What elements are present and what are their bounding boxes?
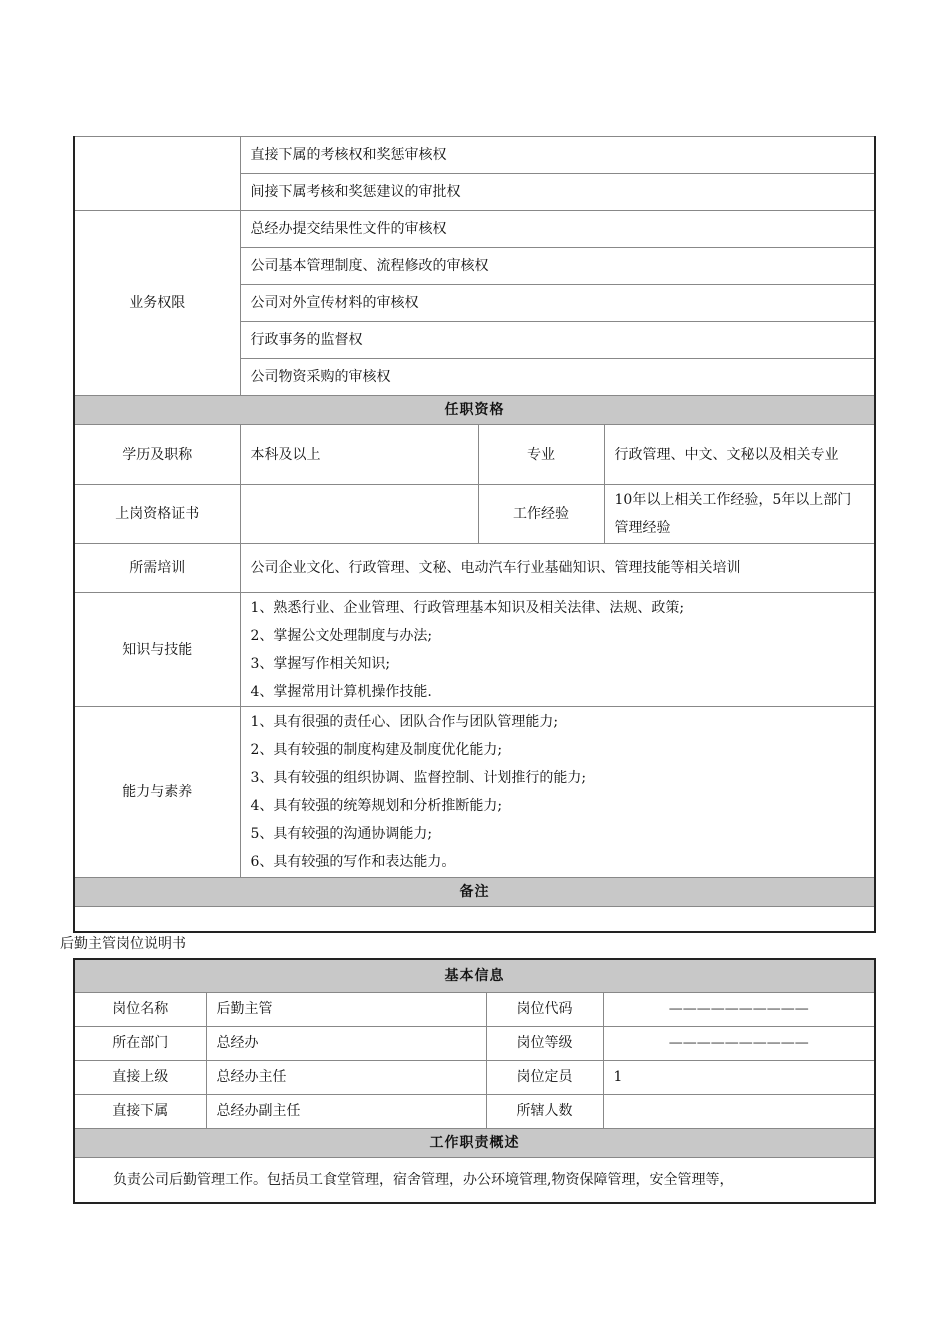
info-label: 岗位定员: [486, 1060, 603, 1094]
qualification-section-header: 任职资格: [74, 396, 875, 425]
ability-item: 5、具有较强的沟通协调能力;: [250, 826, 433, 842]
info-value: ——————————: [603, 992, 875, 1026]
experience-label: 工作经验: [478, 485, 604, 544]
authority-item: 间接下属考核和奖惩建议的审批权: [240, 174, 875, 211]
business-authority-item: 公司基本管理制度、流程修改的审核权: [240, 248, 875, 285]
knowledge-item: 4、掌握常用计算机操作技能.: [250, 683, 432, 700]
remarks-section-header: 备注: [74, 878, 875, 907]
business-authority-label: 业务权限: [74, 211, 240, 396]
info-label: 岗位等级: [486, 1026, 603, 1060]
training-value: 公司企业文化、行政管理、文秘、电动汽车行业基础知识、管理技能等相关培训: [240, 544, 875, 593]
info-value: 1: [603, 1060, 875, 1094]
position-authority-table: [73, 136, 876, 933]
info-label: 直接上级: [74, 1060, 206, 1094]
info-label: 所在部门: [74, 1026, 206, 1060]
major-value: 行政管理、中文、文秘以及相关专业: [604, 425, 875, 485]
basic-info-section-header: 基本信息: [74, 959, 875, 992]
ability-list: [240, 707, 875, 878]
certificate-label: 上岗资格证书: [74, 485, 240, 544]
education-value: 本科及以上: [240, 425, 478, 485]
remarks-value: [74, 907, 875, 932]
ability-label: 能力与素养: [74, 707, 240, 878]
authority-label-cell-empty: [74, 137, 240, 211]
authority-item: 直接下属的考核权和奖惩审核权: [240, 137, 875, 174]
info-value: [603, 1094, 875, 1128]
knowledge-item: 2、掌握公文处理制度与办法;: [250, 627, 433, 644]
ability-item: 1、具有很强的责任心、团队合作与团队管理能力;: [250, 714, 559, 730]
business-authority-item: 公司对外宣传材料的审核权: [240, 285, 875, 322]
knowledge-item: 1、熟悉行业、企业管理、行政管理基本知识及相关法律、法规、政策;: [250, 599, 685, 616]
education-label: 学历及职称: [74, 425, 240, 485]
document-title: 后勤主管岗位说明书: [60, 936, 186, 952]
certificate-value: [240, 485, 478, 544]
ability-item: 4、具有较强的统筹规划和分析推断能力;: [250, 798, 503, 814]
business-authority-item: 总经办提交结果性文件的审核权: [240, 211, 875, 248]
info-value: 总经办: [206, 1026, 486, 1060]
business-authority-item: 行政事务的监督权: [240, 322, 875, 359]
major-label: 专业: [478, 425, 604, 485]
ability-item: 6、具有较强的写作和表达能力。: [250, 854, 456, 870]
training-label: 所需培训: [74, 544, 240, 593]
info-value: 后勤主管: [206, 992, 486, 1026]
knowledge-label: 知识与技能: [74, 593, 240, 707]
ability-item: 3、具有较强的组织协调、监督控制、计划推行的能力;: [250, 770, 587, 786]
basic-info-table: [73, 958, 876, 1204]
knowledge-list: [240, 593, 875, 707]
info-value: ——————————: [603, 1026, 875, 1060]
business-authority-item: 公司物资采购的审核权: [240, 359, 875, 396]
duty-section-header: 工作职责概述: [74, 1128, 875, 1157]
info-label: 所辖人数: [486, 1094, 603, 1128]
info-label: 岗位名称: [74, 992, 206, 1026]
info-value: 总经办副主任: [206, 1094, 486, 1128]
duty-summary: 负责公司后勤管理工作。包括员工食堂管理，宿舍管理，办公环境管理,物资保障管理，安全管理等，: [74, 1157, 875, 1203]
info-label: 直接下属: [74, 1094, 206, 1128]
info-label: 岗位代码: [486, 992, 603, 1026]
knowledge-item: 3、掌握写作相关知识;: [250, 655, 391, 672]
info-value: 总经办主任: [206, 1060, 486, 1094]
experience-value: 10年以上相关工作经验，5年以上部门管理经验: [604, 485, 875, 544]
ability-item: 2、具有较强的制度构建及制度优化能力;: [250, 742, 503, 758]
